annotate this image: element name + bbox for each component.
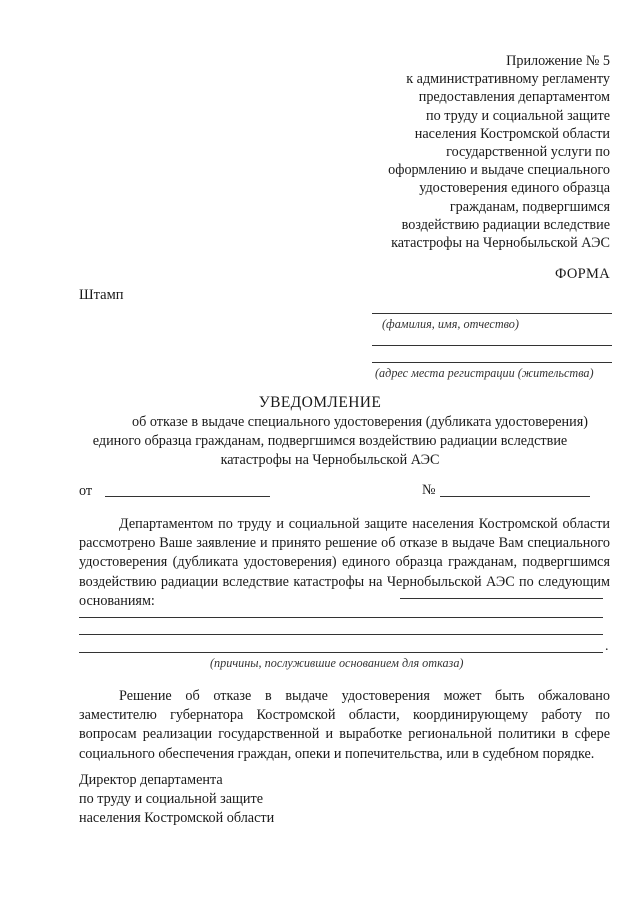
recipient-address-line-2[interactable]: [372, 362, 612, 363]
recipient-address-line-1[interactable]: [372, 345, 612, 346]
appendix-line: катастрофы на Чернобыльской АЭС: [391, 235, 610, 252]
appendix-line: оформлению и выдаче специального: [388, 162, 610, 179]
appeal-paragraph: Решение об отказе в выдаче удостоверения может быть обжаловано заместителю губернатора Костромской области, координирующему работу по вопросам реализации государственной и выработке региональной политики в сфере социального обеспечения граждан, опеки и попечительства, или в судебном порядке.: [79, 688, 610, 762]
appendix-line: населения Костромской области: [414, 125, 610, 142]
notice-subtitle-1: об отказе в выдаче специального удостоверения (дубликата удостоверения): [132, 414, 588, 430]
appendix-line: воздействию радиации вследствие: [401, 216, 610, 233]
recipient-address-caption: (адрес места регистрации (жительства): [375, 366, 594, 380]
appendix-line: гражданам, подвергшимся: [449, 198, 610, 215]
stamp-label: Штамп: [79, 287, 124, 303]
form-label: ФОРМА: [554, 266, 610, 282]
appendix-line: государственной услуги по: [446, 144, 610, 161]
recipient-name-line[interactable]: [372, 313, 612, 314]
signature-line: населения Костромской области: [79, 810, 275, 827]
number-field[interactable]: [440, 496, 590, 497]
appendix-line: по труду и социальной защите: [425, 107, 610, 124]
signature-line: по труду и социальной защите: [79, 791, 264, 808]
appendix-line: предоставления департаментом: [418, 89, 610, 106]
reasons-caption: (причины, послужившие основанием для отказа): [210, 656, 464, 670]
decision-paragraph: Департаментом по труду и социальной защите населения Костромской области рассмотрено Ваше заявление и принято решение об отказе в выдаче Вам специального удостоверения (дубликата удостоверения) единого образца гражданам, подвергшимся воздействию радиации вследствие катастрофы на Чернобыльской АЭС по следующим основаниям:: [79, 516, 610, 609]
number-label: №: [422, 482, 436, 498]
appendix-line: к административному регламенту: [406, 71, 610, 88]
reasons-line-0[interactable]: [400, 598, 603, 599]
reasons-line-1[interactable]: [79, 617, 603, 618]
notice-subtitle-3: катастрофы на Чернобыльской АЭС: [220, 452, 440, 468]
reasons-period: .: [605, 639, 609, 654]
date-label: от: [79, 483, 93, 499]
signature-line: Директор департамента: [79, 772, 223, 788]
appendix-header: [350, 52, 610, 252]
recipient-name-caption: (фамилия, имя, отчество): [382, 317, 519, 331]
reasons-line-3[interactable]: [79, 652, 603, 653]
signature-block: [79, 771, 274, 829]
date-field[interactable]: [105, 496, 270, 497]
appendix-line: Приложение № 5: [506, 53, 610, 69]
appendix-line: удостоверения единого образца: [419, 180, 610, 197]
reasons-line-2[interactable]: [79, 634, 603, 635]
notice-title: УВЕДОМЛЕНИЕ: [258, 394, 382, 411]
notice-subtitle-2: единого образца гражданам, подвергшимся воздействию радиации вследствие: [92, 433, 568, 449]
